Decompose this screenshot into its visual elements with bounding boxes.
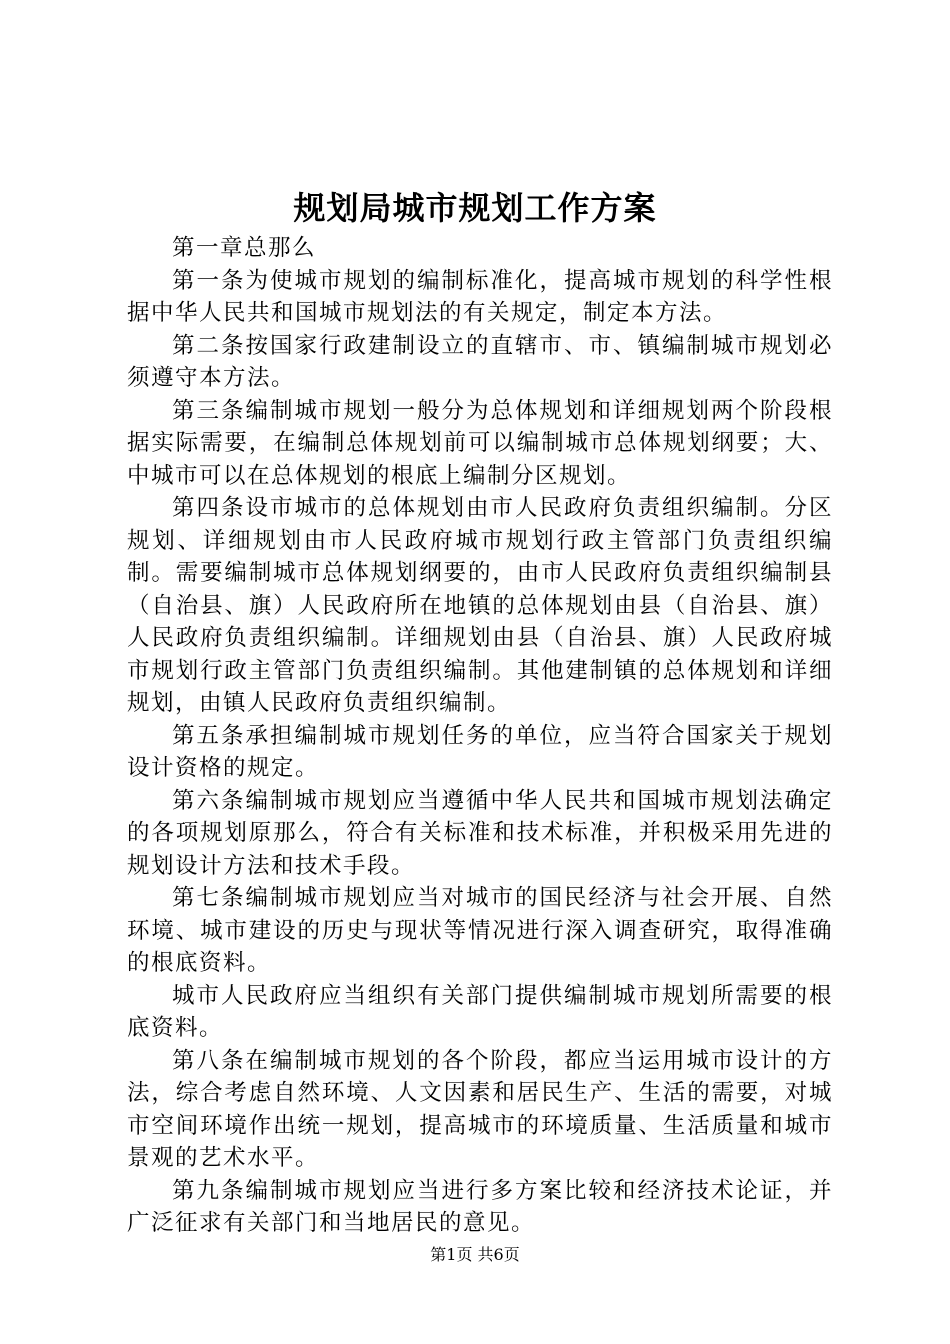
article-4: 第四条设市城市的总体规划由市人民政府负责组织编制。分区规划、详细规划由市人民政府城市规划行政主管部门负责组织编制。需要编制城市总体规划纲要的，由市人民政府负责组织编制县（自治县、旗）人民政府所在地镇的总体规划由县（自治县、旗）人民政府负责组织编制。详细规划由县（自治县、旗）人民政府城市规划行政主管部门负责组织编制。其他建制镇的总体规划和详细规划，由镇人民政府负责组织编制。 (127, 495, 833, 716)
page-number: 第1页 共6页 (430, 1245, 520, 1264)
chapter-heading: 第一章总那么 (172, 235, 317, 261)
article-1: 第一条为使城市规划的编制标准化，提高城市规划的科学性根据中华人民共和国城市规划法的有关规定，制定本方法。 (127, 267, 833, 326)
article-7-supplement: 城市人民政府应当组织有关部门提供编制城市规划所需要的根底资料。 (127, 982, 833, 1041)
document-body (127, 232, 833, 1240)
article-7: 第七条编制城市规划应当对城市的国民经济与社会开展、自然环境、城市建设的历史与现状等情况进行深入调查研究，取得准确的根底资料。 (127, 885, 833, 976)
document-title: 规划局城市规划工作方案 (293, 189, 657, 227)
article-9: 第九条编制城市规划应当进行多方案比较和经济技术论证，并广泛征求有关部门和当地居民的意见。 (127, 1177, 833, 1236)
article-2: 第二条按国家行政建制设立的直辖市、市、镇编制城市规划必须遵守本方法。 (127, 332, 833, 391)
article-6: 第六条编制城市规划应当遵循中华人民共和国城市规划法确定的各项规划原那么，符合有关标准和技术标准，并积极采用先进的规划设计方法和技术手段。 (127, 787, 833, 879)
article-5: 第五条承担编制城市规划任务的单位，应当符合国家关于规划设计资格的规定。 (127, 722, 833, 781)
article-3: 第三条编制城市规划一般分为总体规划和详细规划两个阶段根据实际需要，在编制总体规划前可以编制城市总体规划纲要；大、中城市可以在总体规划的根底上编制分区规划。 (127, 397, 833, 489)
article-8: 第八条在编制城市规划的各个阶段，都应当运用城市设计的方法，综合考虑自然环境、人文因素和居民生产、生活的需要，对城市空间环境作出统一规划，提高城市的环境质量、生活质量和城市景观的艺术水平。 (127, 1047, 833, 1171)
